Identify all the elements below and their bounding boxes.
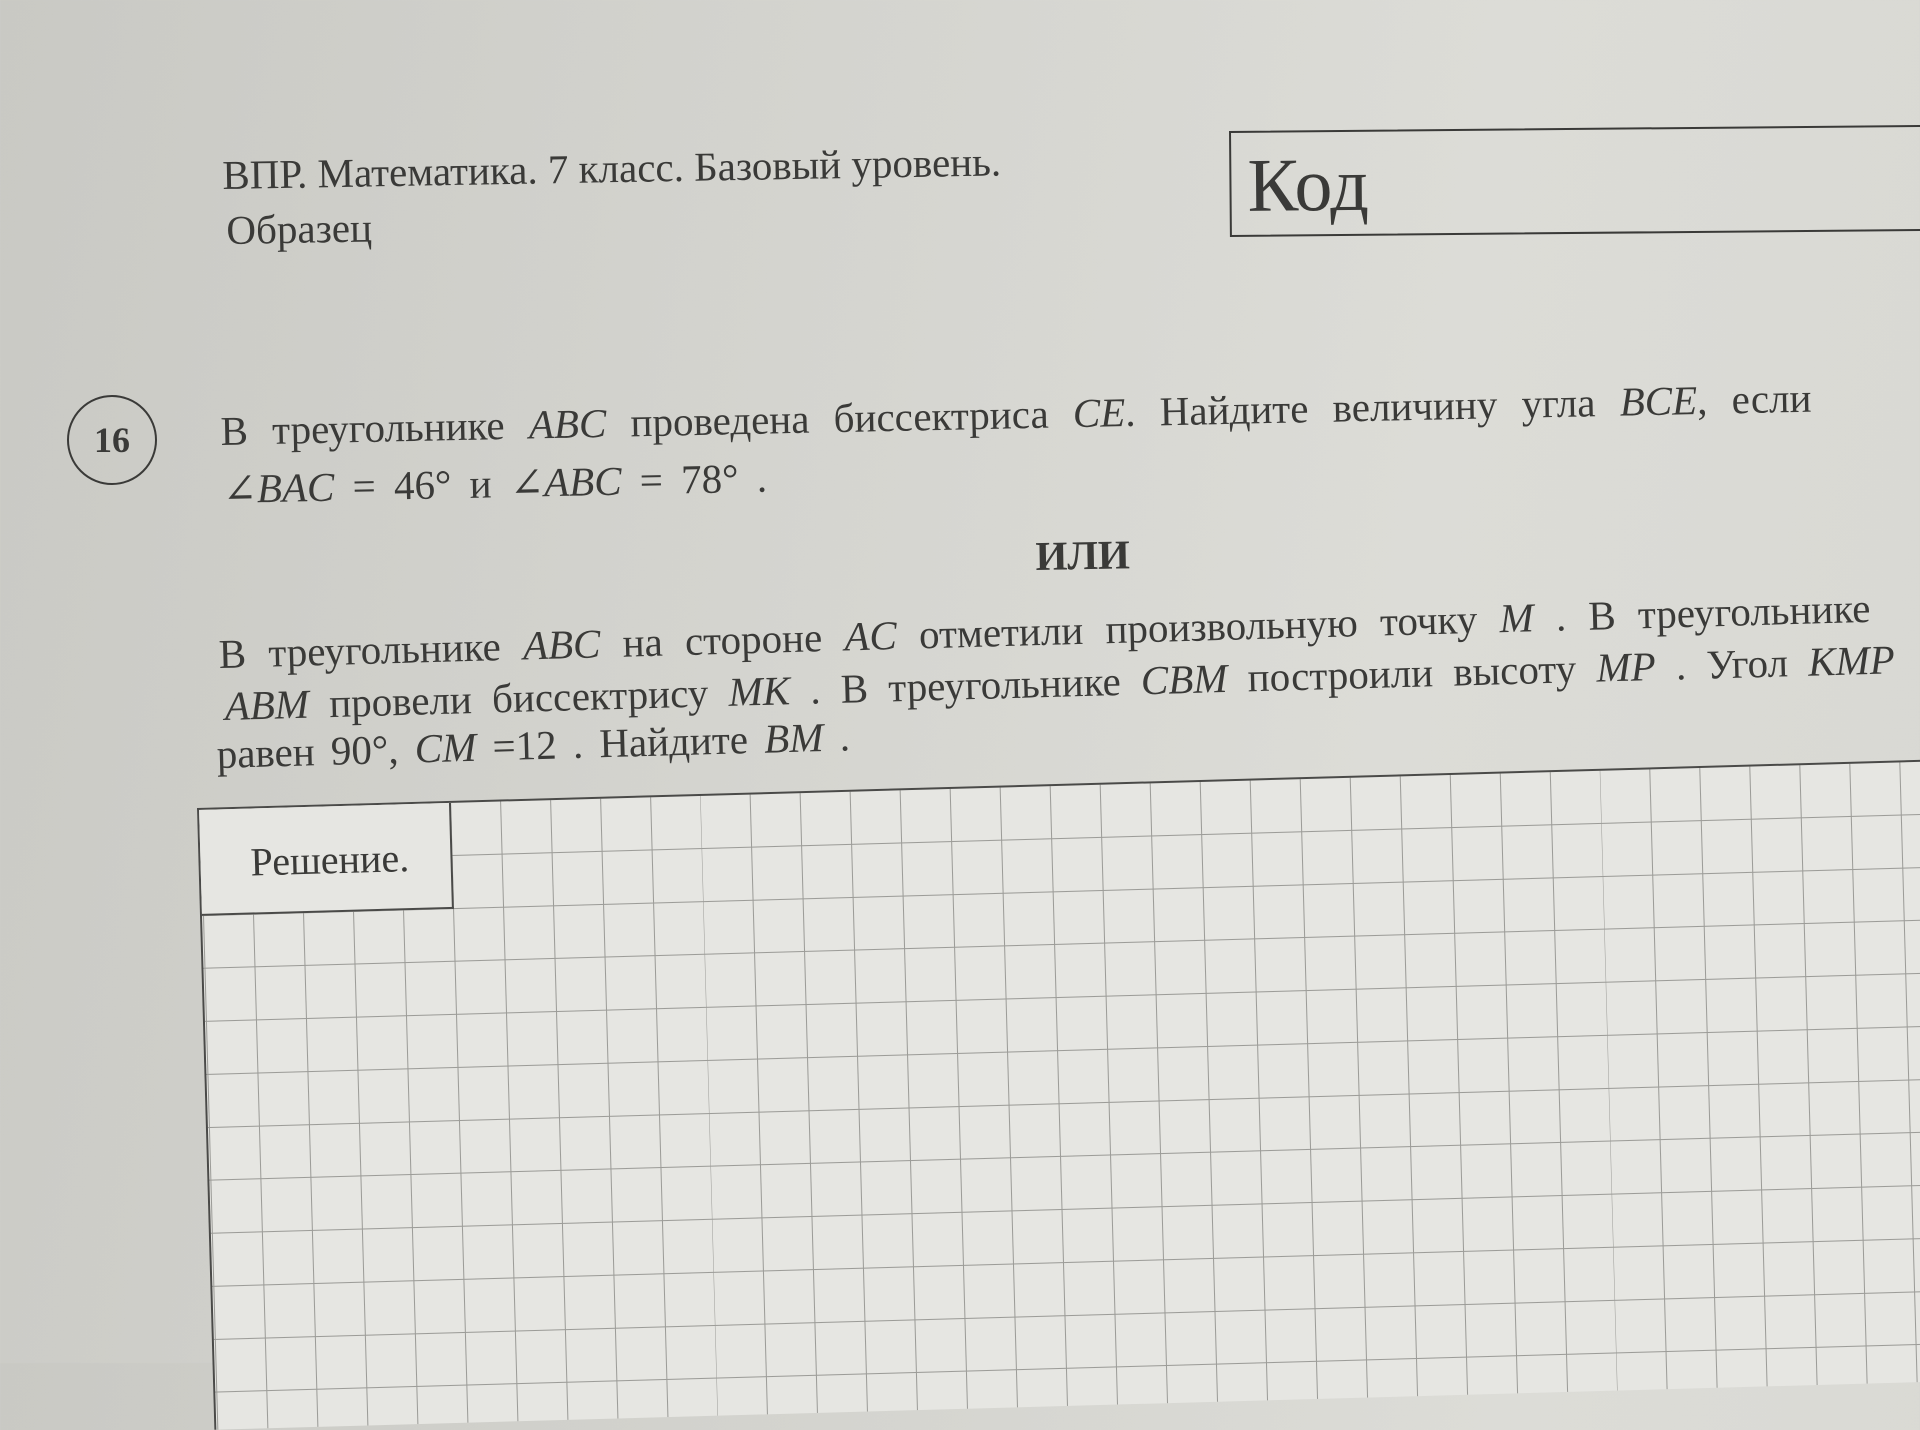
text-fragment: = 78° .: [621, 454, 768, 504]
math-expression: CM: [414, 723, 477, 772]
text-fragment: провели биссектрису: [308, 668, 730, 727]
math-expression: CE: [1072, 389, 1126, 437]
math-expression: BM: [763, 714, 824, 762]
math-expression: AC: [843, 612, 898, 660]
math-expression: MK: [727, 667, 791, 715]
code-label: Код: [1247, 142, 1370, 228]
text-fragment: . Угол: [1654, 638, 1809, 690]
math-expression: CBM: [1140, 654, 1229, 704]
answer-grid[interactable]: [197, 758, 1920, 1430]
math-expression: KMP: [1807, 636, 1896, 685]
text-fragment: В треугольнике: [220, 401, 530, 454]
math-expression: ∠BAC: [222, 463, 335, 512]
or-separator: ИЛИ: [1035, 531, 1131, 579]
text-fragment: , если: [1696, 374, 1812, 424]
text-fragment: = 46° и: [333, 459, 511, 510]
task-variant1-line1: [220, 372, 1812, 457]
header-subtitle: Образец: [226, 204, 373, 253]
text-fragment: построили высоту: [1226, 644, 1598, 701]
text-fragment: отметили произвольную точку: [896, 595, 1501, 659]
text-fragment: =12 . Найдите: [475, 715, 765, 770]
math-expression: ABM: [224, 680, 310, 729]
text-fragment: проведена биссектриса: [605, 390, 1074, 446]
math-expression: ABC: [522, 620, 602, 669]
task-number-badge: 16: [67, 395, 157, 485]
code-box: [1229, 125, 1920, 237]
text-fragment: . Найдите величину угла: [1124, 378, 1621, 436]
text-fragment: . В треугольнике: [789, 657, 1142, 714]
text-fragment: .: [822, 713, 851, 761]
text-fragment: . В треугольнике: [1532, 584, 1871, 641]
math-expression: ∠ABC: [509, 457, 623, 506]
math-expression: BCE: [1619, 377, 1698, 425]
solution-label-cell: [199, 803, 454, 916]
solution-label: Решение.: [249, 835, 410, 885]
math-expression: MP: [1595, 643, 1657, 691]
task-variant1-line2: [222, 452, 768, 515]
text-fragment: на стороне: [599, 613, 846, 667]
header-title: ВПР. Математика. 7 класс. Базовый уровень.: [222, 138, 1002, 198]
text-fragment: равен 90°,: [216, 725, 416, 777]
math-expression: M: [1498, 594, 1535, 642]
math-expression: ABC: [528, 399, 607, 448]
text-fragment: В треугольнике: [218, 622, 524, 677]
